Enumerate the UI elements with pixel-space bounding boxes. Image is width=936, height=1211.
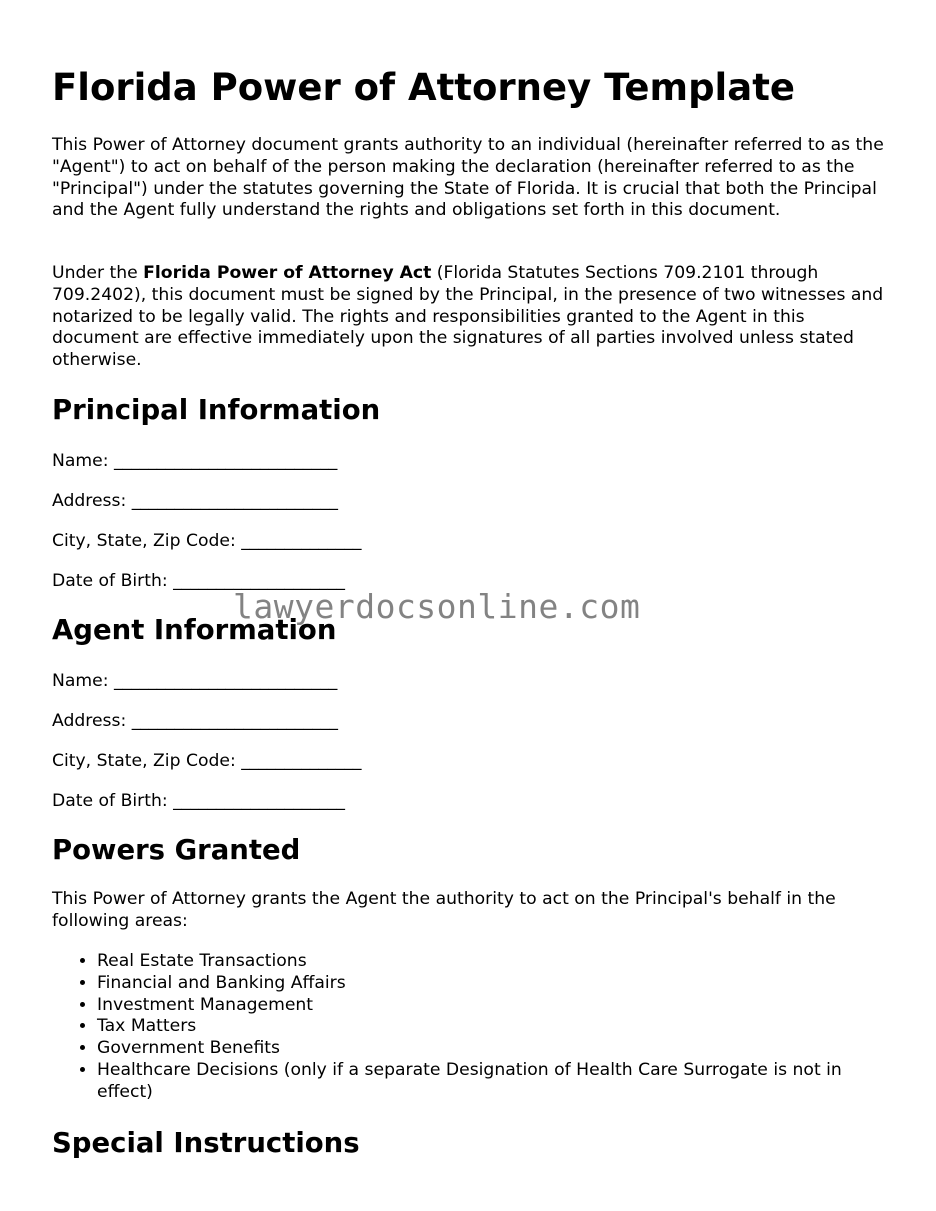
agent-city-field: City, State, Zip Code: ______________ [52,751,362,771]
special-instructions-heading: Special Instructions [52,1127,360,1159]
list-item: • Real Estate Transactions [97,951,892,973]
principal-heading: Principal Information [52,394,381,426]
intro-paragraph-2-suffix: (Florida Statutes Sections 709.2101 through 709.2402), this document must be signed by the Principal, in the presence of two witnesses and notarized to be legally valid. The rights and responsibilities granted to the Agent in this document are effective immediately upon the signatures of all parties involved unless stated otherwise. [52,263,884,371]
act-name: Florida Power of Attorney Act [143,263,432,283]
agent-address-field: Address: ________________________ [52,711,338,731]
principal-dob-field: Date of Birth: ____________________ [52,571,345,591]
powers-list [52,951,892,1104]
agent-heading: Agent Information [52,614,337,646]
watermark: lawyerdocsonline.com [233,587,641,626]
agent-name-field: Name: __________________________ [52,671,338,691]
list-item: • Government Benefits [97,1038,892,1060]
list-item: • Investment Management [97,995,892,1017]
principal-address-field: Address: ________________________ [52,491,338,511]
list-item: • Healthcare Decisions (only if a separate Designation of Health Care Surrogate is not in effect) [97,1060,892,1104]
intro-paragraph-1: This Power of Attorney document grants authority to an individual (hereinafter referred to as the "Agent") to act on behalf of the person making the declaration (hereinafter referred to as the "Principal") under the statutes governing the State of Florida. It is crucial that both the Principal and the Agent fully understand the rights and obligations set forth in this document. [52,135,884,221]
powers-heading: Powers Granted [52,834,301,866]
page-title: Florida Power of Attorney Template [52,66,795,109]
agent-dob-field: Date of Birth: ____________________ [52,791,345,811]
principal-name-field: Name: __________________________ [52,451,338,471]
principal-city-field: City, State, Zip Code: ______________ [52,531,362,551]
intro-paragraph-2-prefix: Under the [52,263,144,283]
powers-intro: This Power of Attorney grants the Agent the authority to act on the Principal's behalf in the following areas: [52,889,836,931]
list-item: • Financial and Banking Affairs [97,973,892,995]
intro-paragraph-2 [52,263,892,372]
list-item: • Tax Matters [97,1016,892,1038]
